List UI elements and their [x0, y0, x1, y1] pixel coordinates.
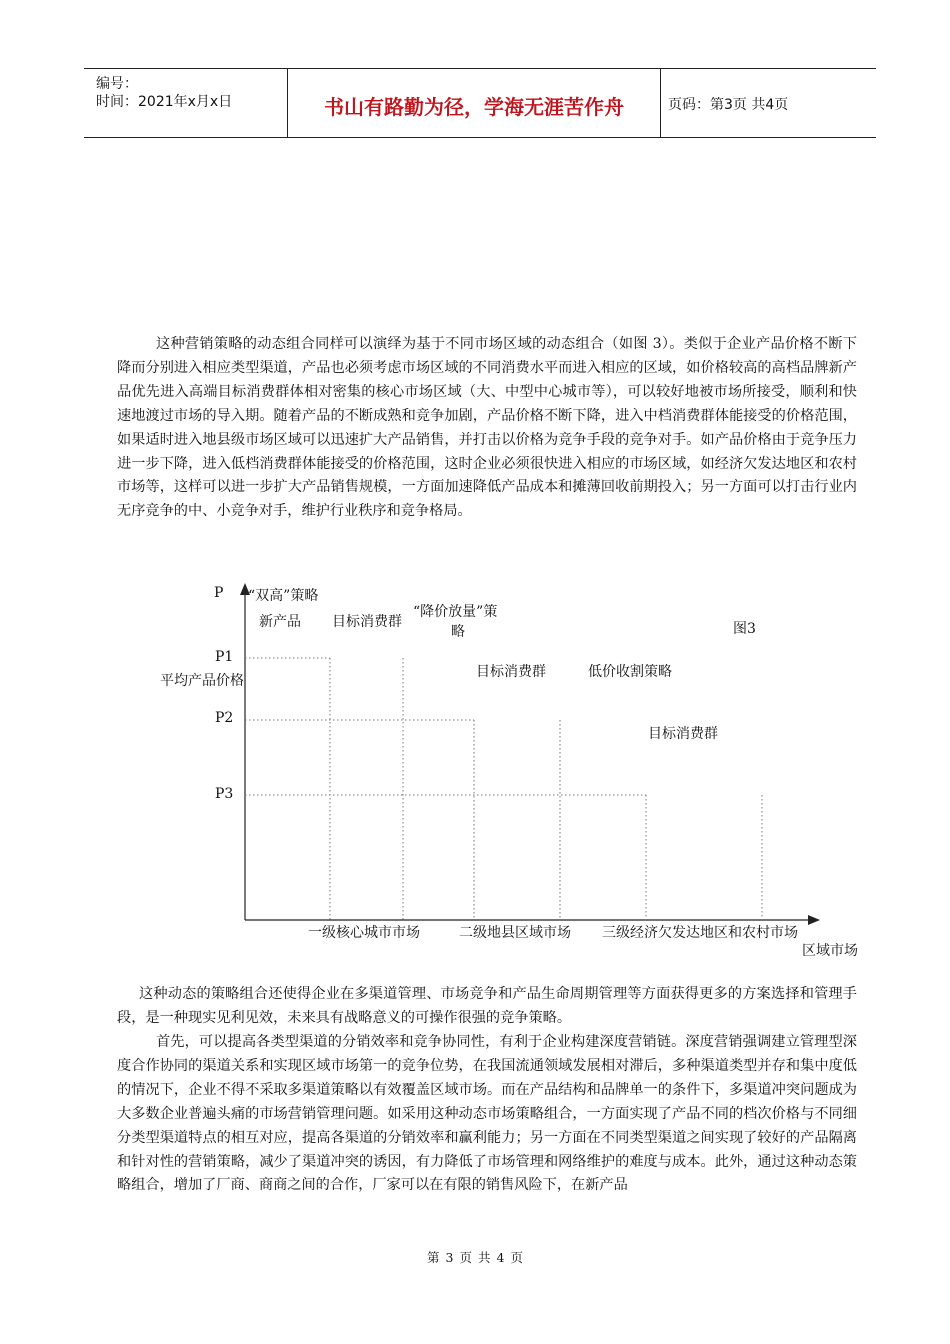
footer-suffix: 页: [510, 1250, 523, 1265]
p2-label: P2: [215, 710, 234, 726]
target-group-2: 目标消费群: [476, 664, 546, 680]
avg-price-label: 平均产品价格: [160, 673, 244, 689]
footer-mid1: 页: [459, 1250, 472, 1265]
figure-caption: 图3: [733, 621, 756, 637]
x-category-2: 二级地县区域市场: [459, 925, 571, 941]
time-label: 时间：2021年x月x日: [96, 94, 233, 110]
footer-mid2: 共: [478, 1250, 491, 1265]
strategy-jiangjia-line1: “降价放量”策: [413, 604, 498, 620]
motto: 书山有路勤为径，学海无涯苦作舟: [324, 95, 624, 119]
low-price-strategy: 低价收割策略: [588, 664, 672, 680]
footer-page: 3: [445, 1250, 454, 1265]
y-axis-label: P: [214, 585, 224, 601]
new-product-label: 新产品: [259, 614, 301, 630]
x-category-3: 三级经济欠发达地区和农村市场: [602, 925, 798, 941]
footer-prefix: 第: [427, 1250, 440, 1265]
page-label: 页码：第3页 共4页: [668, 97, 789, 113]
code-label: 编号：: [96, 76, 138, 92]
target-group-1: 目标消费群: [332, 614, 402, 630]
target-group-3: 目标消费群: [648, 726, 718, 742]
strategy-jiangjia-line2: 略: [451, 624, 465, 640]
paragraph-1: 这种营销策略的动态组合同样可以演绎为基于不同市场区域的动态组合（如图 3）。类似于企业产品价格不断下降而分别进入相应类型渠道，产品也必须考虑市场区域的不同消费水平而进入相应的区域，如价格较高的高档品牌新产品优先进入高端目标消费群体相对密集的核心市场区域（大、中型中心城市等），可以较好地被市场所接受，顺利和快速地渡过市场的导入期。随着产品的不断成熟和竞争加剧，产品价格不断下降，进入中档消费群体能接受的价格范围，如果适时进入地县级市场区域可以迅速扩大产品销售，并打击以价格为竞争手段的竞争对手。如产品价格由于竞争压力进一步下降，进入低档消费群体能接受的价格范围，这时企业必须很快进入相应的市场区域，如经济欠发达地区和农村市场等，这样可以进一步扩大产品销售规模，一方面加速降低产品成本和摊薄回收前期投入；另一方面可以打击行业内无序竞争的中、小竞争对手，维护行业秩序和竞争格局。: [117, 336, 857, 520]
paragraph-2: 这种动态的策略组合还使得企业在多渠道管理、市场竞争和产品生命周期管理等方面获得更多的方案选择和管理手段，是一种现实见利见效，未来具有战略意义的可操作很强的竞争策略。: [117, 986, 857, 1026]
strategy-shuanggao: “双高”策略: [248, 588, 319, 604]
footer-total: 4: [496, 1250, 505, 1265]
page-footer: [0, 1248, 950, 1266]
p1-label: P1: [215, 649, 234, 665]
x-axis-label: 区域市场: [802, 943, 858, 959]
paragraph-3: 首先，可以提高各类型渠道的分销效率和竞争协同性，有利于企业构建深度营销链。深度营销强调建立管理型深度合作协同的渠道关系和实现区域市场第一的竞争位势，在我国流通领域发展相对滞后，多种渠道类型并存和集中度低的情况下，企业不得不采取多渠道策略以有效覆盖区域市场。而在产品结构和品牌单一的条件下，多渠道冲突问题成为大多数企业普遍头痛的市场营销管理问题。如采用这种动态市场策略组合，一方面实现了产品不同的档次价格与不同细分类型渠道特点的相互对应，提高各渠道的分销效率和赢利能力；另一方面在不同类型渠道之间实现了较好的产品隔离和针对性的营销策略，减少了渠道冲突的诱因，有力降低了市场管理和网络维护的难度与成本。此外，通过这种动态策略组合，增加了厂商、商商之间的合作，厂家可以在有限的销售风险下，在新产品: [117, 1034, 857, 1194]
x-axis-arrow: [808, 915, 820, 925]
p3-label: P3: [215, 786, 234, 802]
x-category-1: 一级核心城市市场: [308, 925, 420, 941]
